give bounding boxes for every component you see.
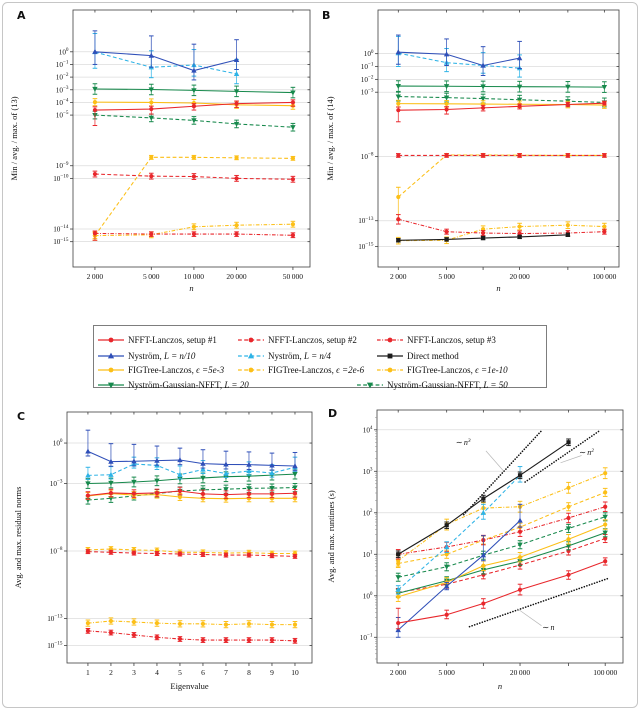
legend-label: Nyström-Gaussian-NFFT, L = 50 — [387, 379, 508, 390]
series-line — [398, 52, 519, 65]
series-green-solid — [396, 81, 607, 93]
legend-label: NFFT-Lanczos, setup #3 — [407, 335, 496, 345]
legend-entry — [377, 346, 459, 361]
series-green-dashed — [395, 513, 607, 581]
y-axis-label: Avg. and max. runtimes (s) — [326, 490, 336, 583]
plot-frame — [67, 412, 312, 663]
y-tick-label: $10^{-10}$ — [53, 173, 69, 183]
legend-entry — [98, 375, 249, 390]
y-tick-label: $10^{-5}$ — [55, 110, 69, 120]
x-axis-label: n — [496, 283, 501, 293]
y-tick-label: $10^0$ — [363, 48, 374, 59]
x-tick-label: 5 000 — [143, 272, 160, 281]
series-line — [398, 517, 605, 577]
y-tick-label: $10^{-15}$ — [358, 241, 374, 251]
y-tick-label: $10^{-8}$ — [360, 151, 374, 161]
y-tick-label: $10^{-3}$ — [49, 478, 63, 489]
y-tick-label: $10^0$ — [362, 590, 373, 601]
x-tick-label: 6 — [201, 668, 205, 677]
series-line — [398, 507, 605, 555]
legend-sample-blue-solid — [98, 351, 124, 361]
plot-frame — [73, 10, 310, 267]
legend-label: Direct method — [407, 350, 459, 361]
panel-label-a: A — [17, 9, 26, 22]
y-tick-label: $10^{-1}$ — [359, 632, 373, 642]
y-tick-label: $10^3$ — [362, 466, 373, 476]
x-tick-label: 10 — [291, 668, 299, 677]
y-tick-label: $10^{-2}$ — [360, 74, 374, 84]
panel-a — [9, 10, 310, 293]
legend-sample-yellow-dashdot — [377, 365, 403, 375]
legend-entry — [98, 330, 217, 345]
x-tick-label: 1 — [86, 668, 90, 677]
legend-label: NFFT-Lanczos, setup #2 — [268, 335, 357, 345]
series-red-dashdot — [93, 231, 296, 240]
series-line — [398, 155, 604, 197]
series-red-solid — [396, 558, 608, 629]
y-tick-label: $10^{-8}$ — [49, 546, 63, 556]
y-axis-label: Min / avg. / max. of (13) — [9, 96, 19, 181]
annotation-leader — [486, 451, 503, 471]
x-axis-label: n — [189, 283, 194, 293]
annotation-label: ∼ $n^2$ — [578, 447, 595, 457]
legend-sample-black-solid — [377, 351, 403, 361]
panel-label-b: B — [322, 9, 331, 22]
series-blue-solid — [85, 430, 297, 470]
series-green-dashed — [92, 111, 295, 131]
legend-entry — [357, 375, 508, 390]
series-yellow-dashed — [396, 153, 607, 220]
legend-sample-red-dashed — [238, 335, 264, 345]
legend-sample-cyan-dashed — [238, 351, 264, 361]
series-cyan-dashed — [396, 36, 523, 77]
annotation-leader — [517, 609, 541, 626]
y-tick-label: $10^{-3}$ — [55, 84, 69, 95]
x-tick-label: 100 000 — [592, 272, 617, 281]
series-cyan-dashed — [85, 457, 297, 479]
legend-entry — [98, 360, 225, 375]
y-tick-label: $10^4$ — [362, 424, 373, 435]
series-line — [398, 492, 605, 563]
legend-label: Nyström-Gaussian-NFFT, L = 20 — [128, 379, 249, 390]
series-line — [88, 631, 295, 641]
series-green-solid — [92, 84, 295, 98]
series-line — [398, 86, 604, 87]
legend-label: FIGTree-Lanczos, ϵ =2e-6 — [268, 365, 365, 375]
series-blue-solid — [92, 31, 239, 80]
x-axis-label: Eigenvalue — [170, 681, 209, 691]
series-line — [88, 552, 295, 557]
series-yellow-solid — [396, 520, 608, 602]
series-cyan-dashed — [92, 33, 239, 83]
x-tick-label: 9 — [270, 668, 274, 677]
y-tick-label: $10^{-4}$ — [55, 97, 69, 107]
y-tick-label: $10^{-13}$ — [358, 215, 374, 226]
complexity-guide-line — [464, 431, 542, 515]
series-red-dashdot — [86, 629, 298, 644]
series-red-dashed — [93, 171, 296, 182]
y-tick-label: $10^{-15}$ — [47, 640, 63, 650]
y-axis-label: Min / avg. / max. of (14) — [325, 96, 335, 181]
x-tick-label: 7 — [224, 668, 228, 677]
legend-sample-yellow-dashed — [238, 365, 264, 375]
series-line — [88, 474, 295, 483]
series-line — [398, 219, 604, 233]
x-tick-label: 2 000 — [390, 272, 407, 281]
y-tick-label: $10^1$ — [362, 549, 373, 559]
series-line — [398, 97, 604, 103]
series-line — [88, 621, 295, 625]
series-line — [398, 521, 520, 630]
x-tick-label: 50 000 — [282, 272, 304, 281]
x-tick-label: 2 000 — [389, 668, 407, 677]
x-tick-label: 20 000 — [509, 272, 530, 281]
legend-sample-green-solid — [98, 380, 124, 390]
series-line — [398, 475, 520, 589]
legend-entry — [238, 360, 365, 375]
panel-c — [13, 412, 312, 691]
x-tick-label: 4 — [155, 668, 159, 677]
complexity-guide-line — [470, 579, 608, 627]
x-tick-label: 5 000 — [438, 272, 455, 281]
series-line — [88, 464, 295, 475]
legend-sample-yellow-solid — [98, 365, 124, 375]
panel-d — [326, 410, 623, 691]
series-blue-solid — [396, 35, 523, 75]
series-line — [95, 52, 237, 71]
series-yellow-dashed — [396, 488, 608, 567]
y-tick-label: $10^{-9}$ — [55, 160, 69, 171]
annotation-label: ∼ $n^3$ — [455, 438, 471, 448]
y-tick-label: $10^{-14}$ — [53, 224, 69, 234]
legend-sample-green-dashed — [357, 380, 383, 390]
y-tick-label: $10^{-2}$ — [55, 72, 69, 82]
y-tick-label: $10^{-15}$ — [53, 236, 69, 247]
legend-label: FIGTree-Lanczos, ϵ =1e-10 — [407, 365, 508, 375]
legend-label: Nyström, L = n/4 — [268, 350, 331, 361]
legend-sample-red-dashdot — [377, 335, 403, 345]
series-blue-solid — [395, 504, 522, 637]
x-tick-label: 20 000 — [226, 272, 247, 281]
legend-entry — [377, 360, 508, 375]
x-tick-label: 20 000 — [509, 668, 531, 677]
legend-label: FIGTree-Lanczos, ϵ =5e-3 — [128, 365, 225, 375]
legend-box — [93, 325, 547, 388]
y-tick-label: $10^{-13}$ — [47, 613, 63, 623]
legend-label: NFFT-Lanczos, setup #1 — [128, 335, 217, 345]
y-tick-label: $10^{-1}$ — [360, 61, 374, 72]
x-tick-label: 2 000 — [86, 272, 104, 281]
legend-entry — [238, 330, 357, 345]
series-line — [88, 451, 295, 466]
panel-label-d: D — [328, 407, 338, 420]
x-tick-label: 8 — [247, 668, 251, 677]
legend-entry — [238, 346, 331, 361]
panel-b — [325, 10, 619, 293]
series-yellow-dashdot — [396, 468, 608, 566]
y-tick-label: $10^2$ — [362, 507, 373, 518]
y-tick-label: $10^0$ — [52, 438, 63, 448]
legend-sample-red-solid — [98, 335, 124, 345]
panel-label-c: C — [17, 410, 26, 423]
series-yellow-dashdot — [86, 618, 298, 628]
annotation-label: ∼ n — [541, 622, 555, 632]
y-tick-label: $10^{-1}$ — [55, 59, 69, 69]
series-line — [95, 52, 237, 74]
legend-label: Nyström, L = n/10 — [128, 350, 196, 361]
x-tick-label: 2 — [109, 668, 113, 677]
y-axis-label: Avg. and max. residual norms — [13, 486, 23, 589]
legend-entry — [98, 346, 196, 361]
y-tick-label: $10^{-3}$ — [360, 87, 374, 97]
x-tick-label: 5 — [178, 668, 182, 677]
x-tick-label: 3 — [132, 668, 136, 677]
series-line — [88, 491, 295, 495]
x-axis-label: n — [497, 681, 503, 691]
legend-entry — [377, 330, 496, 345]
y-tick-label: $10^0$ — [58, 46, 69, 57]
x-tick-label: 10 000 — [183, 272, 205, 281]
series-line — [398, 53, 519, 68]
x-tick-label: 5 000 — [438, 668, 455, 677]
x-tick-label: 100 000 — [593, 668, 618, 677]
